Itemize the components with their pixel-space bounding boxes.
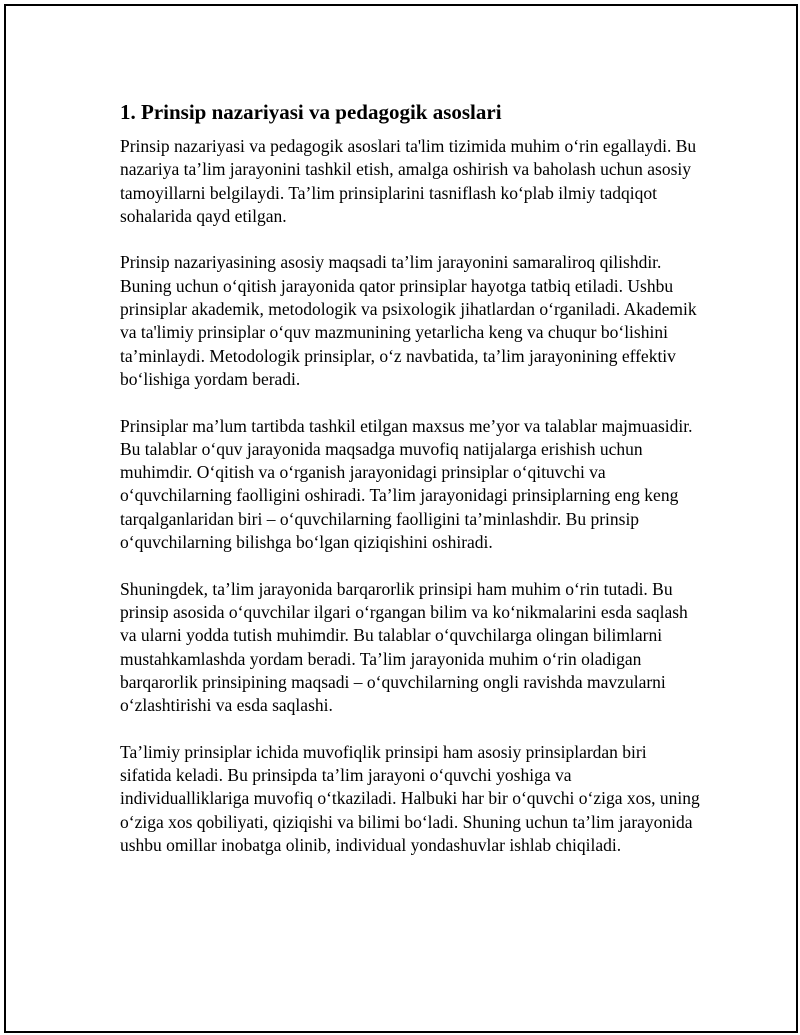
- paragraph-3: Prinsiplar ma’lum tartibda tashkil etilgan maxsus me’yor va talablar majmuasidir. Bu talablar o‘quv jarayonida maqsadga muvofiq natijalarga erishish uchun muhimdir. O‘qitish va o‘rganish jarayonidagi prinsiplar o‘qituvchi va o‘quvchilarning faolligini oshiradi. Ta’lim jarayonidagi prinsiplarning eng keng tarqalganlaridan biri – o‘quvchilarning faolligini ta’minlashdir. Bu prinsip o‘quvchilarning bilishga bo‘lgan qiziqishini oshiradi.: [120, 415, 693, 553]
- paragraph-5: Ta’limiy prinsiplar ichida muvofiqlik prinsipi ham asosiy prinsiplardan biri sifatida keladi. Bu prinsipda ta’lim jarayoni o‘quvchi yoshiga va individualliklariga muvofiq o‘tkaziladi. Halbuki har bir o‘quvchi o‘ziga xos, uning o‘ziga xos qobiliyati, qiziqishi va bilimi bo‘ladi. Shuning uchun ta’lim jarayonida ushbu omillar inobatga olinib, individual yondashuvlar ishlab chiqiladi.: [120, 741, 700, 855]
- section-heading: 1. Prinsip nazariyasi va pedagogik asoslari: [120, 100, 502, 124]
- paragraph-1: Prinsip nazariyasi va pedagogik asoslari ta'lim tizimida muhim o‘rin egallaydi. Bu nazariya ta’lim jarayonini tashkil etish, amalga oshirish va baholash uchun asosiy tamoyillarni belgilaydi. Ta’lim prinsiplarini tasniflash ko‘plab ilmiy tadqiqot sohalarida qayd etilgan.: [120, 136, 697, 226]
- page-frame: [4, 4, 798, 1033]
- document-body: [120, 99, 700, 881]
- paragraph-2: Prinsip nazariyasining asosiy maqsadi ta’lim jarayonini samaraliroq qilishdir. Buning uchun o‘qitish jarayonida qator prinsiplar hayotga tatbiq etiladi. Ushbu prinsiplar akademik, metodologik va psixologik jihatlardan o‘rganiladi. Akademik va ta'limiy prinsiplar o‘quv mazmunining yetarlicha keng va chuqur bo‘lishini ta’minlaydi. Metodologik prinsiplar, o‘z navbatida, ta’lim jarayonining effektiv bo‘lishiga yordam beradi.: [120, 252, 697, 389]
- paragraph-4: Shuningdek, ta’lim jarayonida barqarorlik prinsipi ham muhim o‘rin tutadi. Bu prinsip asosida o‘quvchilar ilgari o‘rgangan bilim va ko‘nikmalarini esda saqlash va ularni yodda tutish muhimdir. Bu talablar o‘quvchilarga olingan bilimlarni mustahkamlashda yordam beradi. Ta’lim jarayonida muhim o‘rin oladigan barqarorlik prinsipining maqsadi – o‘quvchilarning ongli ravishda mavzularni o‘zlashtirishi va esda saqlashi.: [120, 578, 688, 716]
